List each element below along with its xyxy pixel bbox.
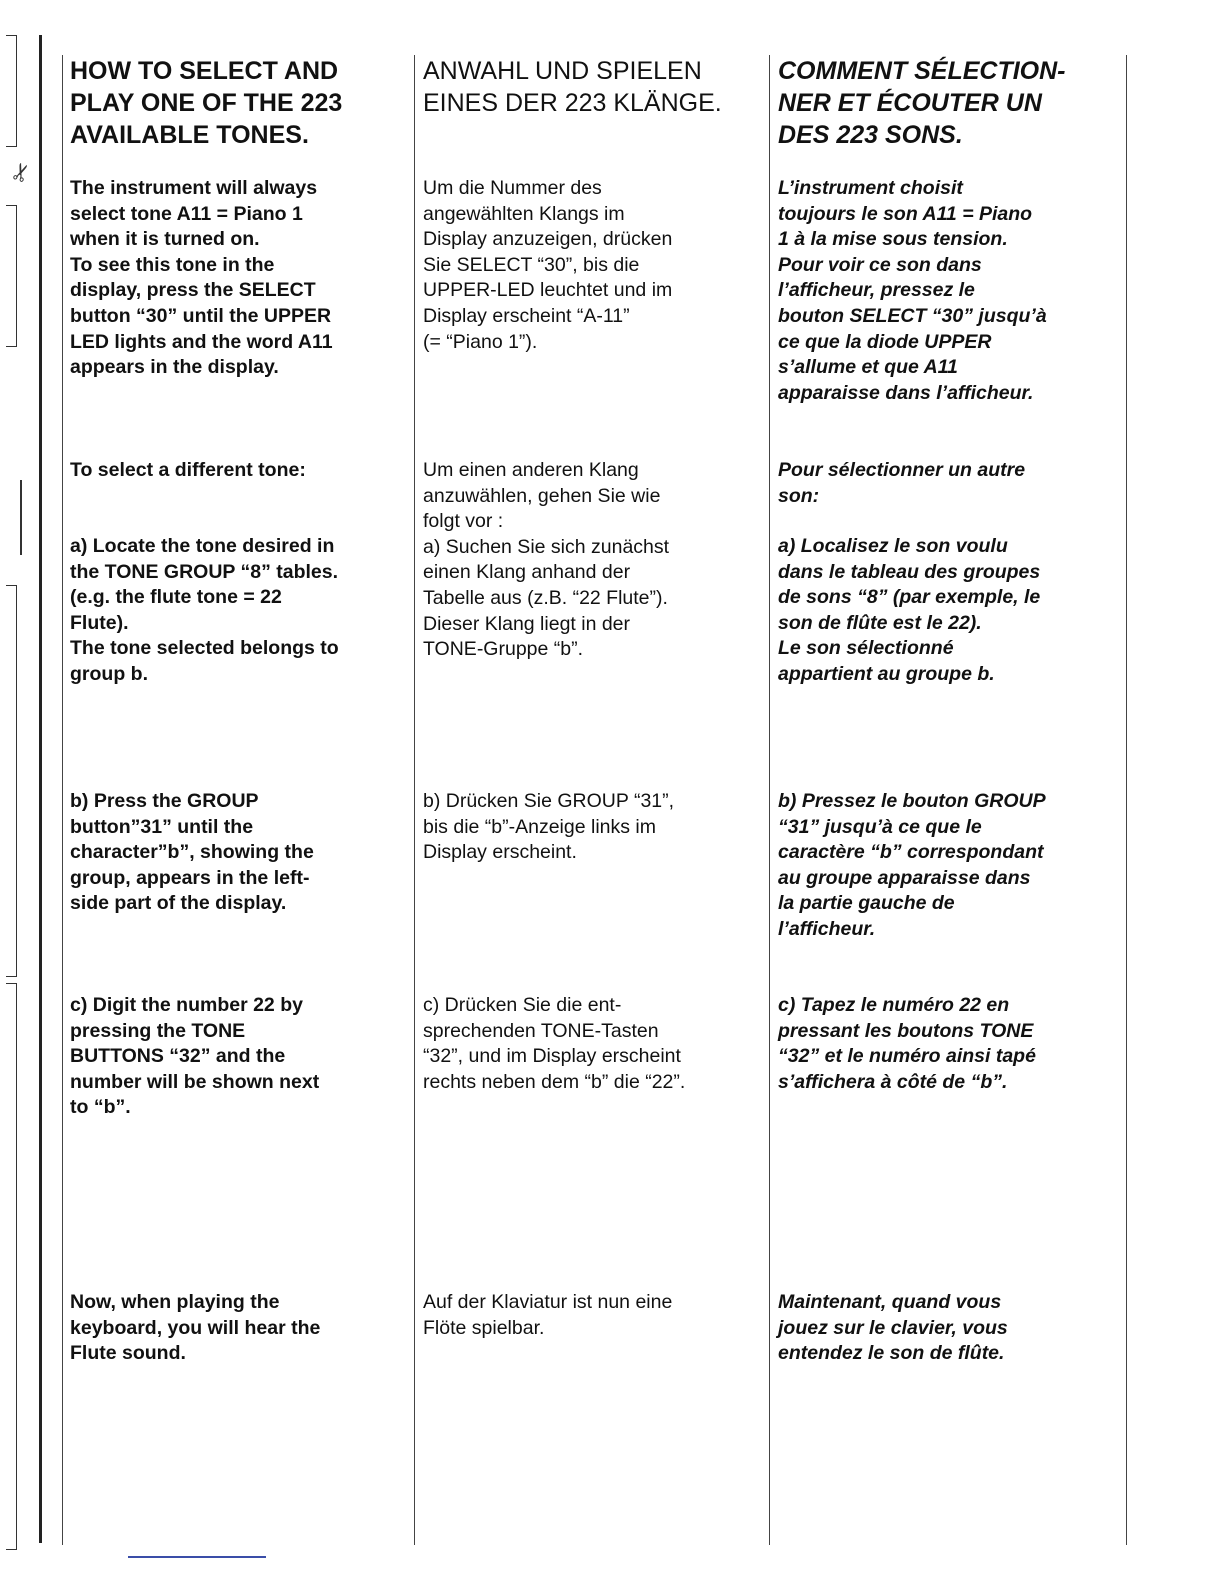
column-divider	[769, 55, 770, 1545]
french-select-heading: Pour sélectionner un autre son:	[778, 459, 1026, 507]
english-title: HOW TO SELECT AND PLAY ONE OF THE 223 AVAILABLE TONES.	[70, 57, 343, 149]
footer-underline	[128, 1556, 266, 1558]
german-step-c: c) Drücken Sie die ent- sprechenden TONE-Tasten “32”, und im Display erscheint rechts neben dem “b” die “22”.	[423, 994, 686, 1093]
margin-bracket	[6, 983, 17, 1550]
french-column	[778, 55, 1118, 1535]
column-divider	[62, 55, 63, 1545]
french-intro: L’instrument choisit toujours le son A11 = Piano 1 à la mise sous tension. Pour voir ce son dans l’afficheur, pressez le bouton SELECT “30” jusqu’à ce que la diode UPPER s’allume et que A11 apparaisse dans l’afficheur.	[778, 177, 1047, 404]
column-divider	[1126, 55, 1127, 1545]
margin-bracket	[6, 205, 17, 347]
french-step-a: a) Localisez le son voulu dans le tableau des groupes de sons “8” (par exemple, le son de flûte est le 22). Le son sélectionné appartient au groupe b.	[778, 535, 1041, 685]
german-closing: Auf der Klaviatur ist nun eine Flöte spielbar.	[423, 1291, 673, 1339]
french-closing: Maintenant, quand vous jouez sur le clavier, vous entendez le son de flûte.	[778, 1291, 1008, 1365]
german-select-heading: Um einen anderen Klang anzuwählen, gehen Sie wie folgt vor : a) Suchen Sie sich zunächst einen Klang anhand der Tabelle aus (z.B. “22 Flute”). Dieser Klang liegt in der TONE-Gruppe “b”.	[423, 459, 670, 661]
french-title: COMMENT SÉLECTION- NER ET ÉCOUTER UN DES 223 SONS.	[778, 57, 1066, 149]
german-column	[423, 55, 761, 1535]
scissors-icon: ✂	[5, 158, 39, 187]
english-step-a: a) Locate the tone desired in the TONE GROUP “8” tables. (e.g. the flute tone = 22 Flute). The tone selected belongs to group b.	[70, 535, 339, 685]
english-select-heading: To select a different tone:	[70, 459, 306, 481]
margin-bracket	[6, 35, 17, 147]
english-step-b: b) Press the GROUP button”31” until the character”b”, showing the group, appears in the left- side part of the display.	[70, 790, 314, 915]
french-step-b: b) Pressez le bouton GROUP “31” jusqu’à ce que le caractère “b” correspondant au groupe apparaisse dans la partie gauche de l’afficheur.	[778, 790, 1046, 940]
french-step-c: c) Tapez le numéro 22 en pressant les boutons TONE “32” et le numéro ainsi tapé s’affichera à côté de “b”.	[778, 994, 1036, 1093]
english-closing: Now, when playing the keyboard, you will hear the Flute sound.	[70, 1291, 321, 1365]
german-title: ANWAHL UND SPIELEN EINES DER 223 KLÄNGE.	[423, 57, 722, 117]
german-intro: Um die Nummer des angewählten Klangs im Display anzuzeigen, drücken Sie SELECT “30”, bis die UPPER-LED leuchtet und im Display erscheint “A-11” (= “Piano 1”).	[423, 177, 673, 353]
english-step-c: c) Digit the number 22 by pressing the TONE BUTTONS “32” and the number will be shown next to “b”.	[70, 994, 320, 1119]
german-step-b: b) Drücken Sie GROUP “31”, bis die “b”-Anzeige links im Display erscheint.	[423, 790, 675, 864]
english-column	[70, 55, 406, 1535]
binding-line	[39, 35, 42, 1543]
margin-bracket	[6, 585, 17, 977]
margin-mark	[20, 480, 22, 555]
english-intro: The instrument will always select tone A11 = Piano 1 when it is turned on. To see this tone in the display, press the SELECT button “30” until the UPPER LED lights and the word A11 appears in the display.	[70, 177, 333, 379]
column-divider	[414, 55, 415, 1545]
